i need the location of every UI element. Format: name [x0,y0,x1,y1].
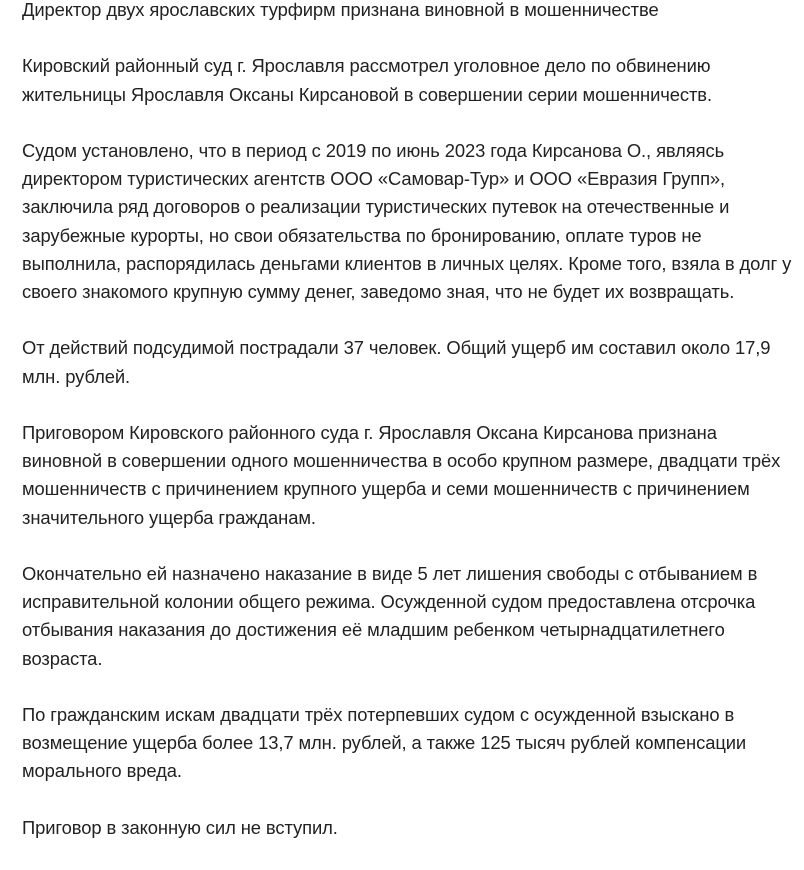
paragraph-case-review: Кировский районный суд г. Ярославля рассмотрел уголовное дело по обвинению жительницы Ярославля Оксаны Кирсановой в совершении серии мошенничеств. [22,55,712,105]
paragraph-sentence: Окончательно ей назначено наказание в виде 5 лет лишения свободы с отбыванием в исправительной колонии общего режима. Осужденной судом предоставлена отсрочка отбывания наказания до достижения её младшим ребенком четырнадцатилетнего возраста. [22,562,758,669]
paragraph-court-findings: Судом установлено, что в период с 2019 по июнь 2023 года Кирсанова О., являясь директором туристических агентств ООО «Самовар-Тур» и ООО «Евразия Групп», заключила ряд договоров о реализации туристических путевок на отечественные и зарубежные курорты, но свои обязательства по бронированию, оплате туров не выполнила, распорядилась деньгами клиентов в личных целях. Кроме того, взяла в долг у своего знакомого крупную сумму денег, заведомо зная, что не будет их возвращать. [22,139,792,302]
paragraph-not-in-force: Приговор в законную сил не вступил. [22,816,338,838]
article-body [22,0,798,870]
paragraph-civil-claims: По гражданским искам двадцати трёх потерпевших судом с осужденной взыскано в возмещение ущерба более 13,7 млн. рублей, а также 125 тысяч рублей компенсации морального вреда. [22,703,747,782]
article-title: Директор двух ярославских турфирм признана виновной в мошенничестве [22,0,659,20]
paragraph-victims-damage: От действий подсудимой пострадали 37 человек. Общий ущерб им составил около 17,9 млн. рублей. [22,337,771,387]
paragraph-verdict: Приговором Кировского районного суда г. Ярославля Оксана Кирсанова признана виновной в совершении одного мошенничества в особо крупном размере, двадцати трёх мошенничеств с причинением крупного ущерба и семи мошенничеств с причинением значительного ущерба гражданам. [22,421,781,528]
